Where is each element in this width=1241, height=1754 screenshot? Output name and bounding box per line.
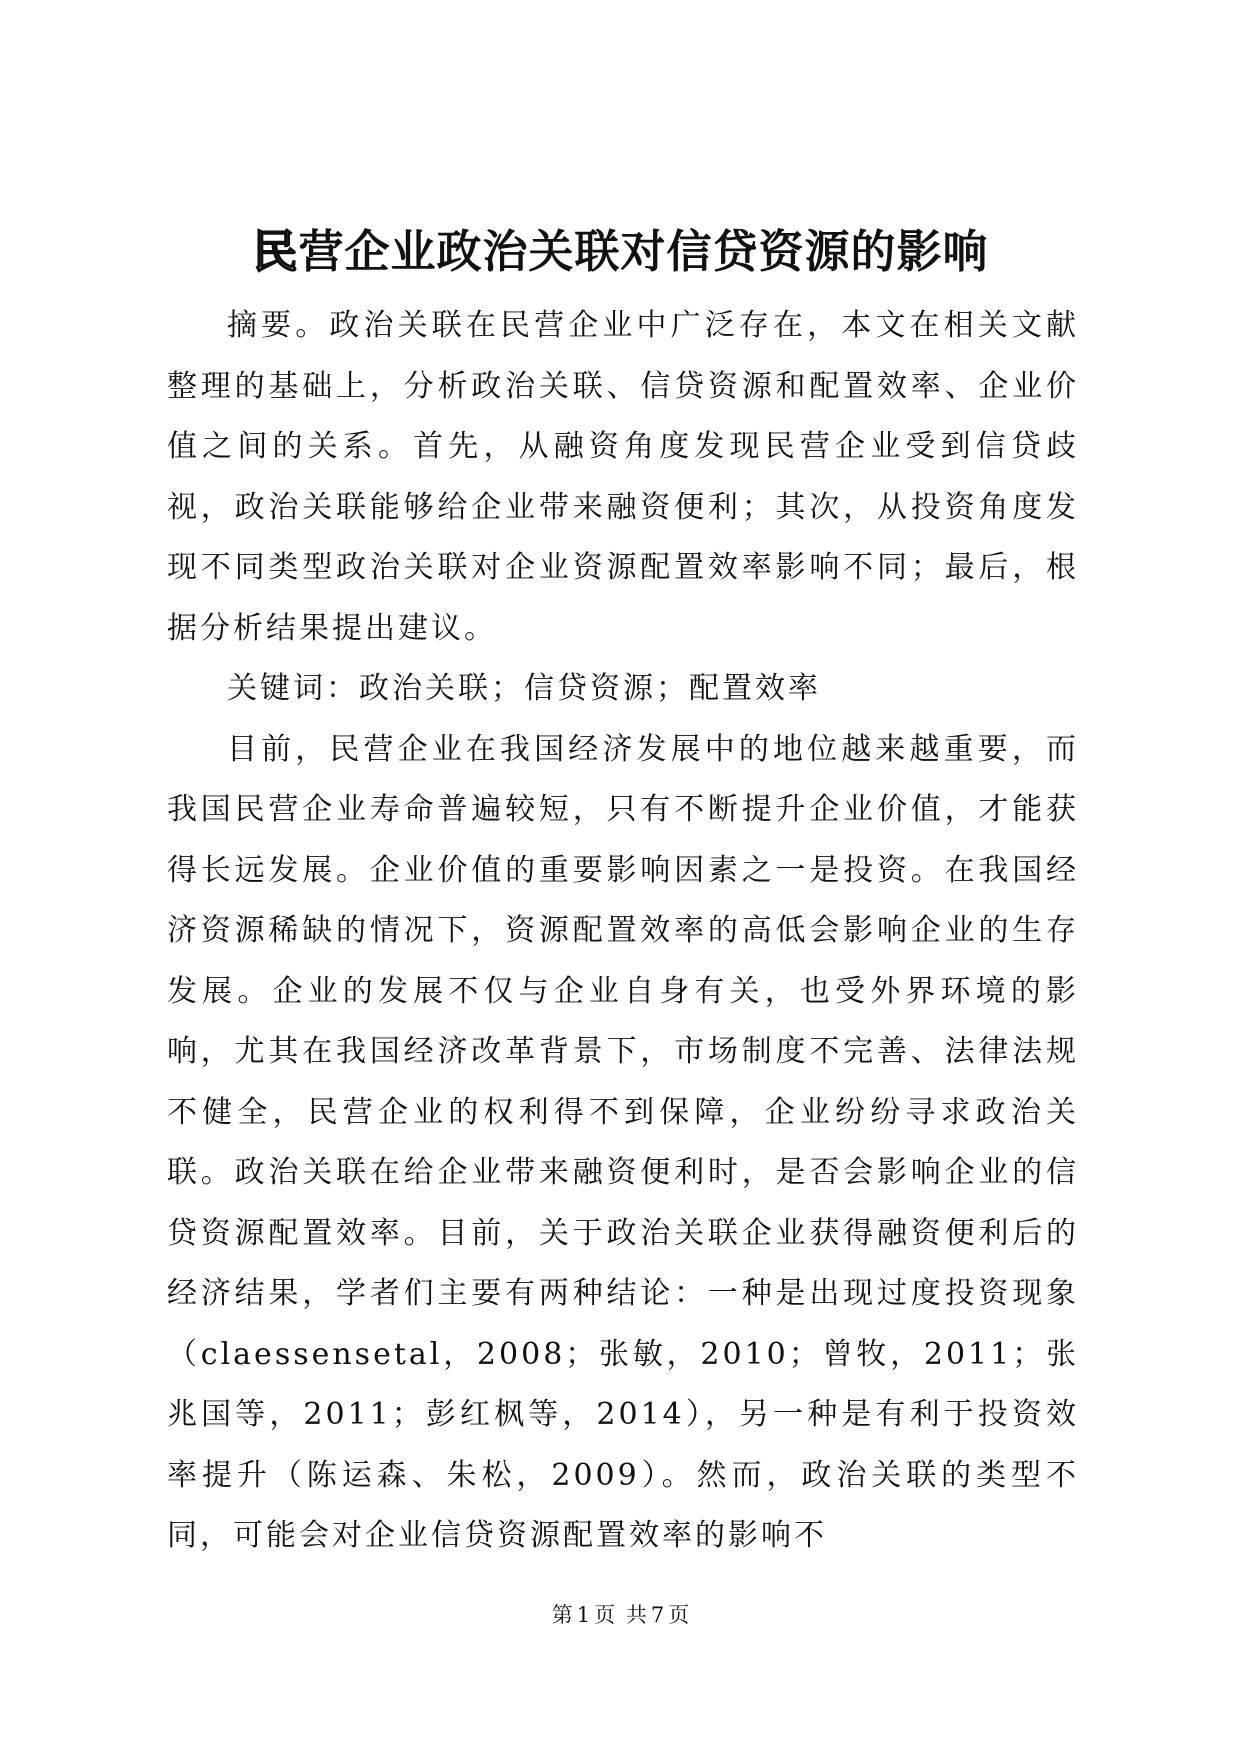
footer-total-pages: 7 (650, 1603, 665, 1627)
footer-prefix: 第 (551, 1603, 573, 1627)
footer-page-word: 页 (594, 1603, 616, 1627)
footer-total-suffix: 页 (668, 1603, 690, 1627)
title-first-char: 民 (252, 225, 299, 278)
title-rest: 营企业政治关联对信贷资源的影响 (298, 225, 989, 278)
page-footer (0, 1600, 1241, 1630)
document-title (0, 224, 1241, 280)
footer-current-page: 1 (576, 1603, 591, 1627)
abstract-paragraph: 摘要。政治关联在民营企业中广泛存在，本文在相关文献整理的基础上，分析政治关联、信贷资源和配置效率、企业价值之间的关系。首先，从融资角度发现民营企业受到信贷歧视，政治关联能够给企业带来融资便利；其次，从投资角度发现不同类型政治关联对企业资源配置效率影响不同；最后，根据分析结果提出建议。 (167, 308, 1079, 646)
keywords-paragraph: 关键词：政治关联；信贷资源；配置效率 (227, 671, 821, 706)
document-body (167, 296, 1079, 1567)
body-paragraph: 目前，民营企业在我国经济发展中的地位越来越重要，而我国民营企业寿命普遍较短，只有不断提升企业价值，才能获得长远发展。企业价值的重要影响因素之一是投资。在我国经济资源稀缺的情况下，资源配置效率的高低会影响企业的生存发展。企业的发展不仅与企业自身有关，也受外界环境的影响，尤其在我国经济改革背景下，市场制度不完善、法律法规不健全，民营企业的权利得不到保障，企业纷纷寻求政治关联。政治关联在给企业带来融资便利时，是否会影响企业的信贷资源配置效率。目前，关于政治关联企业获得融资便利后的经济结果，学者们主要有两种结论：一种是出现过度投资现象（claessensetal，2008；张敏，2010；曾牧，2011；张兆国等，2011；彭红枫等，2014），另一种是有利于投资效率提升（陈运森、朱松，2009）。然而，政治关联的类型不同，可能会对企业信贷资源配置效率的影响不 (167, 731, 1079, 1553)
footer-total-prefix: 共 (625, 1603, 647, 1627)
